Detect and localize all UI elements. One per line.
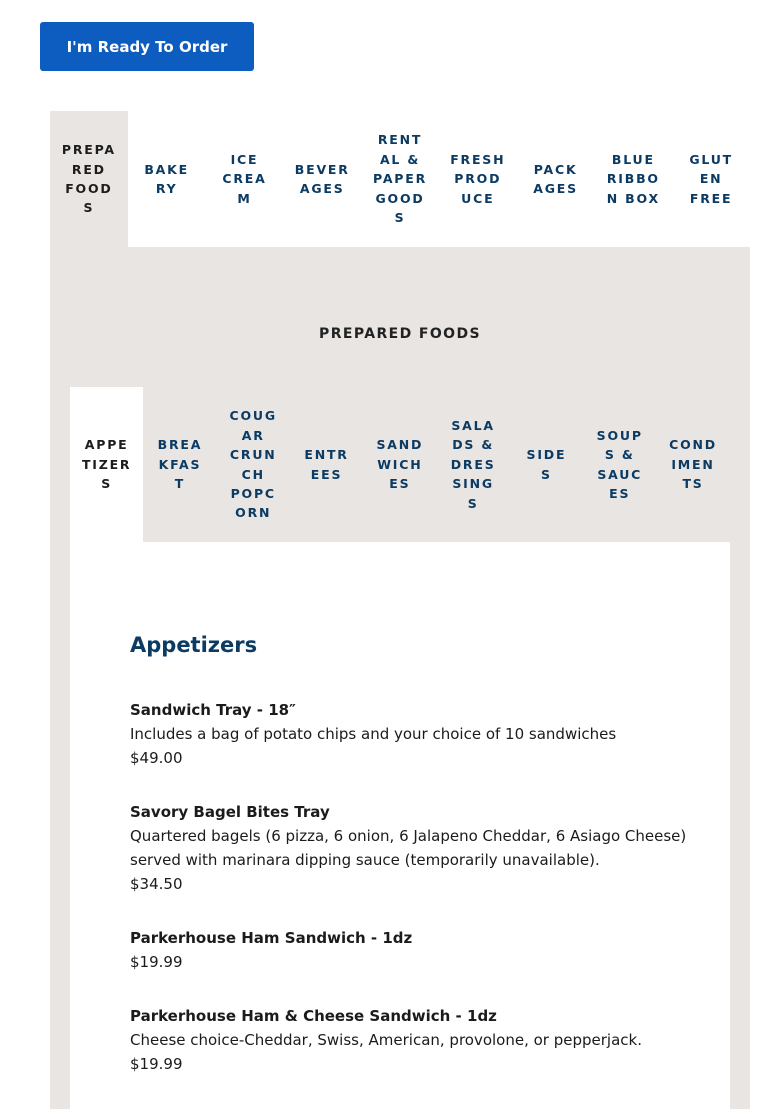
item-name: Parkerhouse Ham & Cheese Sandwich - 1dz bbox=[130, 1007, 497, 1025]
item-price: $19.99 bbox=[130, 1055, 183, 1073]
tab-label-line: AGES bbox=[299, 181, 345, 196]
menu-list bbox=[130, 630, 690, 1106]
subtab-sides[interactable] bbox=[510, 387, 583, 542]
subtab-condiments[interactable] bbox=[656, 387, 729, 542]
subtab-label-line: S bbox=[101, 476, 113, 492]
item-description: Includes a bag of potato chips and your choice of 10 sandwiches bbox=[130, 725, 617, 743]
item-name: Savory Bagel Bites Tray bbox=[130, 803, 330, 821]
tab-label-line: BAKE bbox=[144, 161, 189, 177]
menu-item bbox=[130, 926, 690, 974]
tab-label-line: UCE bbox=[461, 190, 495, 206]
tab-label-line: RIBBO bbox=[606, 171, 660, 187]
tab-label-line: RED bbox=[71, 161, 106, 177]
item-price: $49.00 bbox=[130, 749, 183, 767]
item-name: Sandwich Tray - 18″ bbox=[130, 701, 296, 719]
subtab-label-line: ES bbox=[389, 476, 411, 492]
tab-label-line: M bbox=[237, 190, 252, 206]
subtab-label-line: DS & bbox=[452, 437, 495, 453]
subtab-label-line: SIDE bbox=[526, 447, 567, 463]
tab-label-line: S bbox=[394, 210, 406, 226]
tab-label-line: FREE bbox=[689, 190, 733, 206]
subtab-label-line: SING bbox=[452, 476, 494, 492]
subtab-label-line: SALA bbox=[451, 417, 495, 433]
tab-label-line: FOOD bbox=[65, 181, 113, 196]
subtab-label-line: S bbox=[467, 495, 479, 511]
item-description: Quartered bagels (6 pizza, 6 onion, 6 Jalapeno Cheddar, 6 Asiago Cheese) served with marinara dipping sauce (temporarily unavailable). bbox=[130, 827, 687, 869]
subtab-breakfast[interactable] bbox=[143, 387, 216, 542]
item-name: Parkerhouse Ham Sandwich - 1dz bbox=[130, 929, 413, 947]
item-description: Cheese choice-Cheddar, Swiss, American, provolone, or pepperjack. bbox=[130, 1031, 642, 1049]
tab-label-line: PAPER bbox=[373, 171, 428, 187]
tab-label-line: RENT bbox=[377, 132, 423, 148]
subtab-sandwiches[interactable] bbox=[363, 387, 436, 542]
tab-glutenfree[interactable] bbox=[672, 111, 750, 247]
subtab-label-line: S bbox=[541, 466, 552, 482]
subtab-cougarcrunchpopcorn[interactable] bbox=[217, 387, 290, 542]
tab-icecream[interactable] bbox=[206, 111, 284, 247]
tab-label-line: BEVER bbox=[294, 161, 350, 177]
item-price: $34.50 bbox=[130, 875, 183, 893]
tab-label-line: ICE bbox=[230, 151, 259, 167]
tab-label-line: GOOD bbox=[375, 190, 425, 206]
tab-label-line: PREPA bbox=[61, 142, 116, 158]
subtab-label-line: BREA bbox=[157, 437, 203, 453]
tab-freshproduce[interactable] bbox=[439, 111, 517, 247]
subtab-label-line: SOUP bbox=[596, 427, 643, 443]
subtab-label-line: T bbox=[174, 476, 186, 492]
tab-blueribbon-box[interactable] bbox=[594, 111, 672, 247]
subtab-label-line: SAUC bbox=[597, 466, 643, 482]
tab-label-line: FRESH bbox=[450, 151, 506, 167]
subtab-label-line: COUG bbox=[229, 408, 277, 424]
subtab-label-line: COND bbox=[669, 437, 717, 453]
subcategory-tabs bbox=[70, 387, 730, 542]
subtab-label-line: WICH bbox=[377, 456, 423, 472]
menu-item bbox=[130, 1004, 690, 1076]
menu-item bbox=[130, 698, 690, 770]
subtab-label-line: DRES bbox=[450, 456, 496, 472]
subtab-salads-dressings[interactable] bbox=[436, 387, 509, 542]
tab-label-line: AL & bbox=[379, 151, 421, 167]
subtab-label-line: CRUN bbox=[229, 447, 277, 463]
subtab-label-line: KFAS bbox=[158, 456, 202, 472]
tab-label-line: S bbox=[83, 200, 95, 216]
menu-item bbox=[130, 800, 690, 896]
tab-label-line: BLUE bbox=[611, 151, 655, 167]
tab-label-line: N BOX bbox=[606, 190, 660, 206]
subtab-label-line: CH bbox=[241, 466, 265, 482]
subtab-label-line: TS bbox=[682, 476, 704, 492]
tab-beverages[interactable] bbox=[283, 111, 361, 247]
subtab-soups-sauces[interactable] bbox=[583, 387, 656, 542]
subtab-label-line: EES bbox=[310, 466, 343, 482]
tab-label-line: PROD bbox=[454, 171, 502, 187]
menu-heading: Appetizers bbox=[130, 633, 258, 657]
subtab-entrees[interactable] bbox=[290, 387, 363, 542]
tab-label-line: RY bbox=[155, 181, 178, 196]
subtab-label-line: ENTR bbox=[304, 447, 349, 463]
tab-label-line: CREA bbox=[222, 171, 267, 187]
tab-bakery[interactable] bbox=[128, 111, 206, 247]
subtab-label-line: SAND bbox=[376, 437, 424, 453]
subtab-label-line: APPE bbox=[84, 437, 129, 453]
subtab-label-line: POPC bbox=[230, 485, 276, 501]
ready-to-order-button[interactable]: I'm Ready To Order bbox=[40, 22, 254, 71]
subtab-appetizers[interactable] bbox=[70, 387, 143, 542]
tab-rental-papergoods[interactable] bbox=[361, 111, 439, 247]
tab-label-line: PACK bbox=[533, 161, 578, 177]
subtab-label-line: ORN bbox=[235, 505, 272, 521]
tab-label-line: EN bbox=[699, 171, 723, 187]
tab-preparedfoods[interactable] bbox=[50, 111, 128, 247]
item-price: $19.99 bbox=[130, 953, 183, 971]
tab-packages[interactable] bbox=[517, 111, 595, 247]
tab-label-line: GLUT bbox=[689, 151, 733, 167]
subtab-label-line: AR bbox=[241, 427, 265, 443]
tab-label-line: AGES bbox=[533, 181, 578, 196]
subtab-label-line: S & bbox=[604, 447, 635, 463]
subtab-label-line: TIZER bbox=[81, 456, 132, 472]
subtab-label-line: IMEN bbox=[671, 456, 715, 472]
section-title: PREPARED FOODS bbox=[319, 326, 481, 342]
main-category-tabs bbox=[50, 111, 750, 247]
subtab-label-line: ES bbox=[609, 485, 631, 501]
